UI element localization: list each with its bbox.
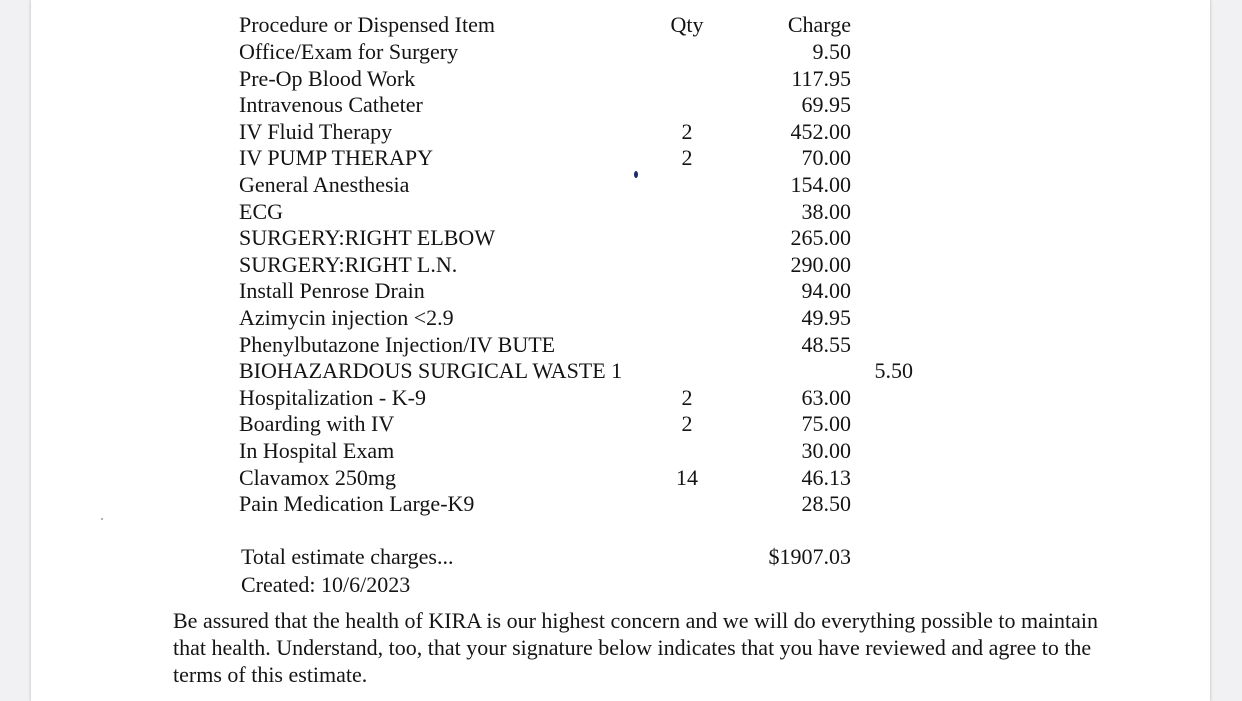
table-row [239,384,939,411]
table-row [239,304,939,331]
cropped-previous-line [161,0,681,3]
total-row [241,543,941,570]
row-item: ECG [239,198,283,224]
row-item: Office/Exam for Surgery [239,39,459,64]
ink-dot [634,171,638,178]
table-row [239,91,939,118]
row-qty: 2 [681,118,693,144]
row-item: IV Fluid Therapy [239,118,393,144]
row-charge: 117.95 [791,65,851,91]
total-label: Total estimate charges... [241,544,454,569]
table-row [239,357,939,384]
table-row [239,410,939,437]
row-charge: 38.00 [801,198,851,224]
row-charge: 63.00 [801,384,851,410]
header-qty: Qty [670,12,704,37]
row-item: SURGERY:RIGHT ELBOW [239,225,496,251]
row-item: In Hospital Exam [239,438,395,463]
row-item: BIOHAZARDOUS SURGICAL WASTE 1 [239,358,623,384]
row-qty: 2 [681,411,693,437]
table-row [239,118,939,145]
estimate-document [31,0,1210,701]
table-row [239,224,939,251]
table-row [239,144,939,171]
row-qty: 2 [681,384,693,410]
row-item: Intravenous Catheter [239,92,423,118]
row-item: Phenylbutazone Injection/IV BUTE [239,331,556,357]
total-amount: $1907.03 [768,544,851,569]
row-item: Boarding with IV [239,411,395,437]
row-item: Install Penrose Drain [239,278,425,304]
row-charge: 94.00 [801,278,851,304]
row-charge: 49.95 [801,305,851,330]
row-charge: 69.95 [801,92,851,118]
row-charge: 452.00 [790,118,851,144]
row-charge: 290.00 [790,251,851,277]
table-header [239,11,939,38]
row-item: IV PUMP THERAPY [239,145,433,171]
row-charge: 70.00 [801,145,851,171]
row-charge: 265.00 [790,225,851,251]
table-row [239,331,939,358]
table-row [239,65,939,92]
table-row [239,198,939,225]
row-item: Hospitalization - K-9 [239,384,426,410]
table-row [239,277,939,304]
row-item: Clavamox 250mg [239,464,397,490]
table-row [239,490,939,517]
paper-speck [101,518,103,520]
row-item: General Anesthesia [239,172,410,197]
row-qty: 2 [681,145,693,171]
row-charge: 5.50 [874,358,913,384]
row-item: SURGERY:RIGHT L.N. [239,251,458,277]
created-date: Created: 10/6/2023 [241,572,411,597]
header-charge: Charge [787,12,851,37]
row-charge: 30.00 [801,438,851,463]
header-item: Procedure or Dispensed Item [239,12,495,37]
table-row [239,464,939,491]
row-charge: 46.13 [801,464,851,490]
row-charge: 154.00 [790,172,851,197]
row-item: Pre-Op Blood Work [239,65,416,91]
table-row [239,437,939,464]
row-charge: 75.00 [801,411,851,437]
table-row [239,171,939,198]
row-charge: 48.55 [801,331,851,357]
row-item: Azimycin injection <2.9 [239,305,454,330]
row-item: Pain Medication Large-K9 [239,491,475,517]
terms-paragraph: Be assured that the health of KIRA is our highest concern and we will do everything possible to maintain that health. Understand, too, that your signature below indicates that you have reviewed and agree to the terms of this estimate. [173,608,1099,687]
row-qty: 14 [676,464,698,490]
table-row [239,251,939,278]
row-charge: 9.50 [812,39,851,64]
row-charge: 28.50 [801,491,851,517]
table-row [239,38,939,65]
